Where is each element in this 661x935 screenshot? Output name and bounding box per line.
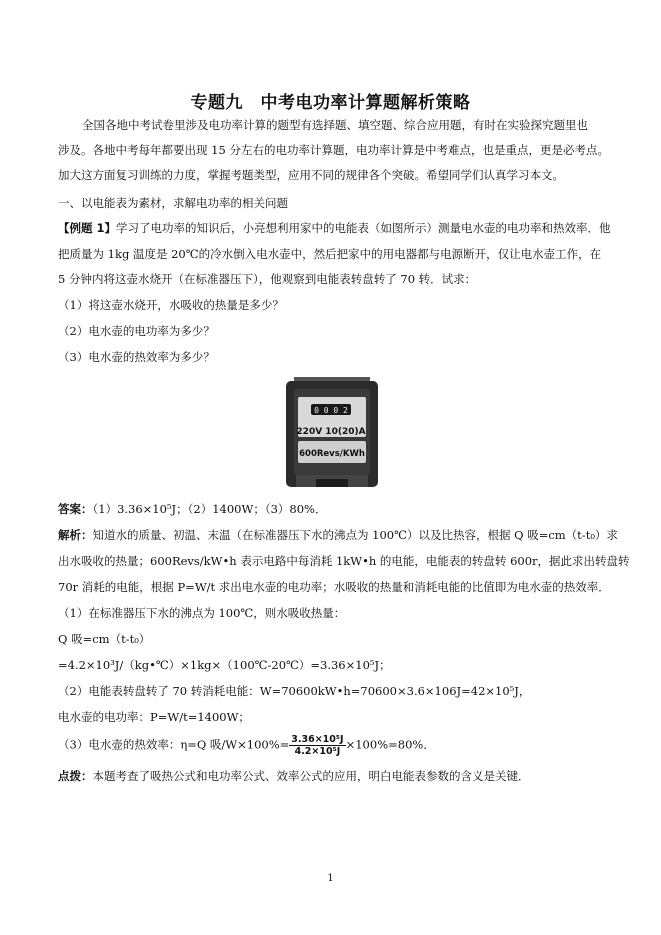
intro-line-2: 涉及。各地中考每年都要出现 15 分左右的电功率计算题，电功率计算是中考难点，也是重点，更是必考点。 [58,143,609,157]
efficiency-fraction [289,734,345,757]
analysis-line-3: 70r 消耗的电能，根据 P=W/t 求出电水壶的电功率；水吸收的热量和消耗电能的比值即为电水壶的热效率． [58,580,610,594]
fraction-numerator: 3.36×10⁵J [291,734,344,745]
solution-step-3: =4.2×10³J/（kg•℃）×1kg×（100℃-20℃）=3.36×10⁵J； [58,658,391,672]
analysis-line-2: 出水吸收的热量；600Revs/kW•h 表示电路中每消耗 1kW•h 的电能，电能表的转盘转 600r，据此求出转盘转 [58,554,630,568]
fraction-denominator: 4.2×10⁵J [294,746,341,757]
solution-step-4: （2）电能表转盘转了 70 转消耗电能：W=70600kW•h=70600×3.6×106J=42×10⁵J， [58,684,531,698]
efficiency-formula-suffix: ×100%=80%． [345,737,435,752]
example-tag: 【例题 1】 [58,221,117,235]
intro-line-1: 全国各地中考试卷里涉及电功率计算的题型有选择题、填空题、综合应用题，有时在实验探究题里也 [82,118,588,132]
example-text-1: 学习了电功率的知识后，小亮想利用家中的电能表（如图所示）测量电水壶的电功率和热效率．他 [116,221,611,235]
meter-revs: 600Revs/KWh [299,449,365,459]
analysis-line-1 [58,526,618,544]
analysis-text-1: 知道水的质量、初温、末温（在标准器压下水的沸点为 100℃）以及比热容，根据 Q 吸=cm（t-t₀）求 [92,528,618,542]
solution-step-6 [58,734,435,757]
tip-line [58,767,530,785]
question-3: （3）电水壶的热效率为多少？ [58,350,215,364]
example-line-1 [58,219,611,237]
example-line-3: 5 分钟内将这壶水烧开（在标准器压下），他观察到电能表转盘转了 70 转．试求： [58,272,477,286]
analysis-label: 解析： [58,528,93,542]
intro-line-3: 加大这方面复习训练的力度，掌握考题类型，应用不同的规律各个突破。希望同学们认真学习本文。 [58,168,564,182]
tip-label: 点拨： [58,769,93,783]
solution-step-2: Q 吸=cm（t-t₀） [58,632,151,646]
page-title: 专题九 中考电功率计算题解析策略 [190,93,471,113]
solution-step-1: （1）在标准器压下水的沸点为 100℃，则水吸收热量： [58,606,346,620]
efficiency-formula-prefix: （3）电水壶的热效率：η=Q 吸/W×100%= [58,737,290,752]
electric-meter-image [284,375,380,493]
question-1: （1）将这壶水烧开，水吸收的热量是多少？ [58,298,284,312]
answer-line [58,500,326,518]
solution-step-5: 电水壶的电功率：P=W/t=1400W； [58,710,250,724]
meter-rating: 220V 10(20)A [296,427,366,437]
example-line-2: 把质量为 1kg 温度是 20℃的冷水倒入电水壶中，然后把家中的用电器都与电源断开，仅让电水壶工作，在 [58,247,602,261]
answer-label: 答案： [58,502,93,516]
page-number: 1 [327,873,334,884]
answer-text: （1）3.36×10⁵J；（2）1400W；（3）80%． [92,502,327,516]
question-2: （2）电水壶的电功率为多少？ [58,324,215,338]
tip-text: 本题考查了吸热公式和电功率公式、效率公式的应用，明白电能表参数的含义是关键． [92,769,530,783]
section-heading: 一、以电能表为素材，求解电功率的相关问题 [58,196,288,210]
meter-counter: 0 0 0 2 [314,406,348,415]
